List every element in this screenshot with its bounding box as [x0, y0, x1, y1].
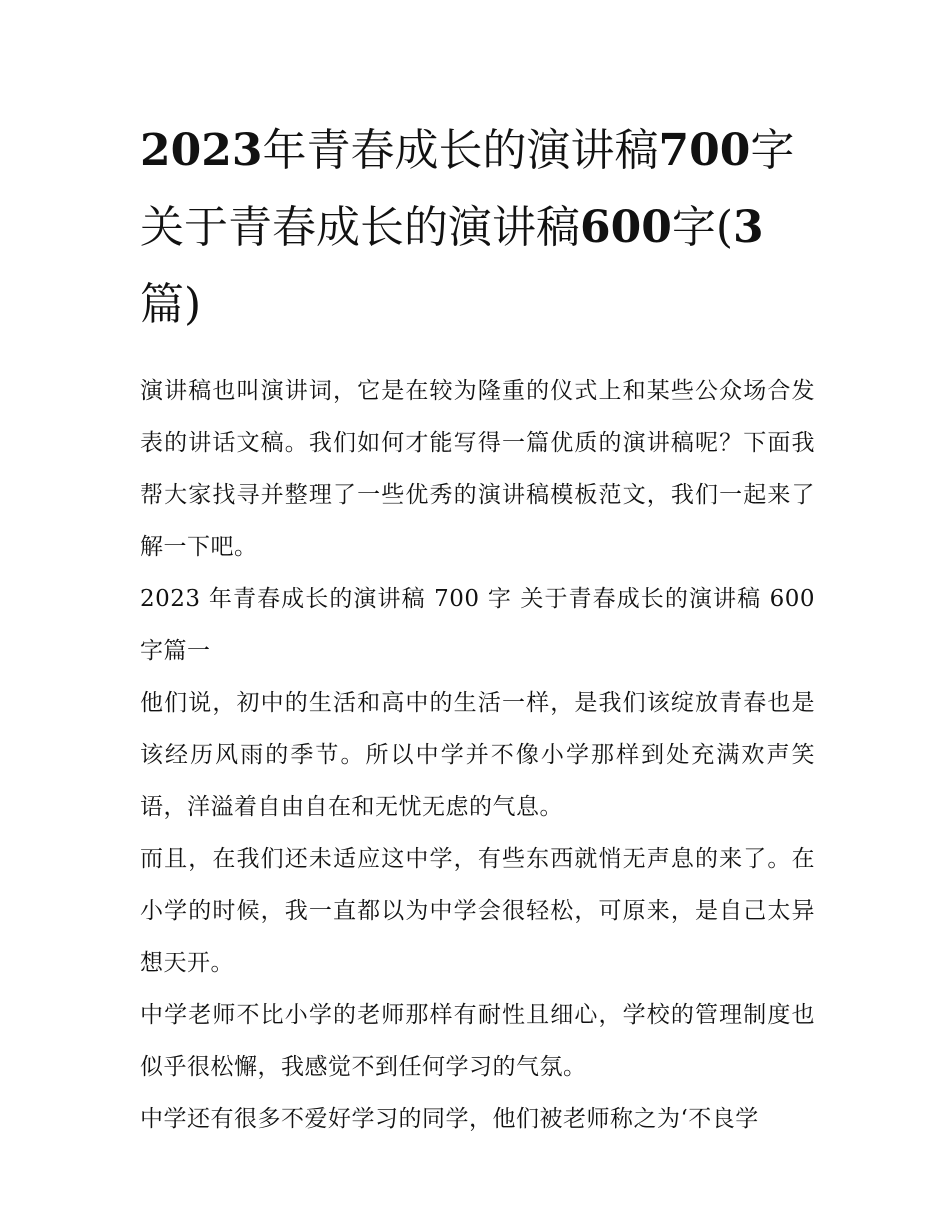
title-segment-1: 年青春成长的演讲稿	[262, 125, 659, 176]
title-number-700: 700	[658, 125, 751, 176]
title-segment-4: 篇)	[140, 279, 202, 330]
title-segment-2: 字 关于青春成长的演讲稿	[140, 125, 795, 253]
document-title	[140, 112, 815, 343]
body-paragraph: 而且，在我们还未适应这中学，有些东西就悄无声息的来了。在小学的时候，我一直都以为中学会很轻松，可原来，是自己太异想天开。	[140, 846, 815, 976]
intro-paragraph: 演讲稿也叫演讲词，它是在较为隆重的仪式上和某些公众场合发表的讲话文稿。我们如何才能写得一篇优质的演讲稿呢？下面我帮大家找寻并整理了一些优秀的演讲稿模板范文，我们一起来了解一下吧。	[140, 378, 815, 560]
title-number-600: 600	[580, 202, 672, 253]
body-paragraph: 中学还有很多不爱好学习的同学，他们被老师称之为‘不良学	[140, 1106, 759, 1132]
title-year: 2023	[140, 125, 263, 176]
section-heading: 2023 年青春成长的演讲稿 700 字 关于青春成长的演讲稿 600 字篇一	[140, 586, 815, 664]
document-body	[140, 112, 815, 1145]
body-paragraph: 中学老师不比小学的老师那样有耐性且细心，学校的管理制度也似乎很松懈，我感觉不到任何学习的气氛。	[140, 1002, 815, 1080]
title-segment-3: 字(	[671, 202, 734, 253]
body-paragraph: 他们说，初中的生活和高中的生活一样，是我们该绽放青春也是该经历风雨的季节。所以中学并不像小学那样到处充满欢声笑语，洋溢着自由自在和无忧无虑的气息。	[140, 690, 815, 820]
title-number-3: 3	[733, 202, 764, 253]
